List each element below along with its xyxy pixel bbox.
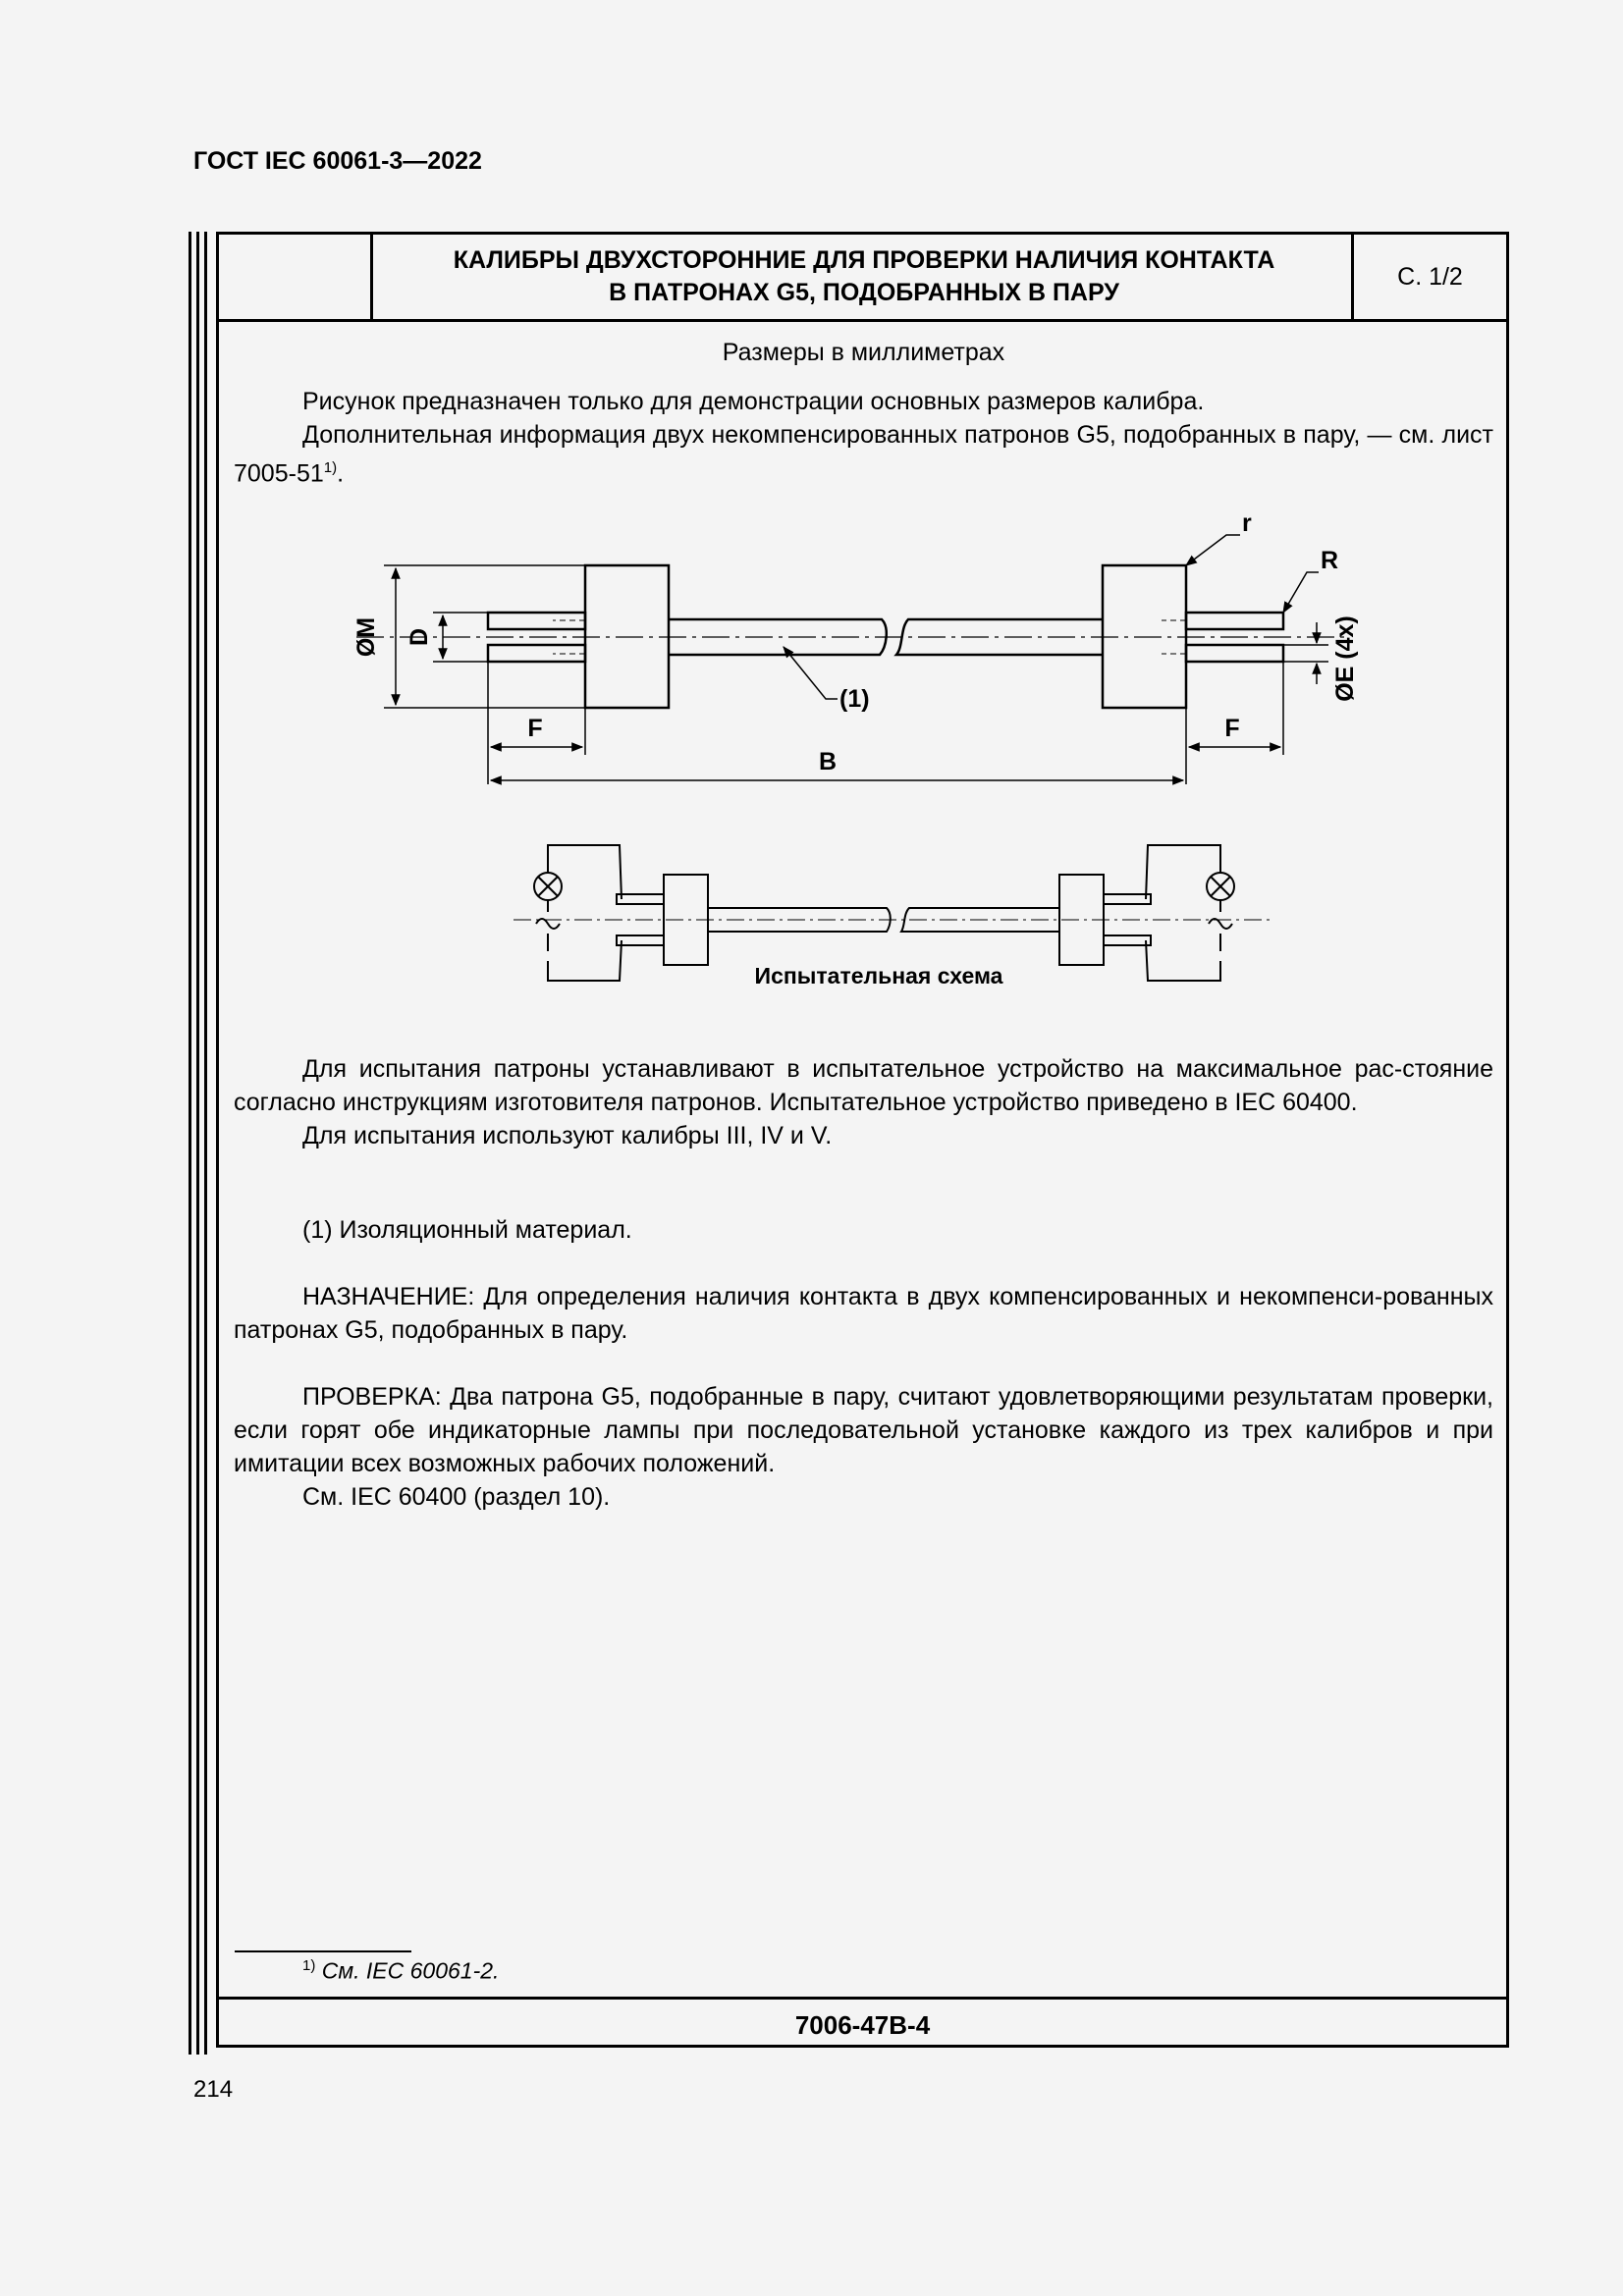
standard-sheet [216,232,1509,2048]
dim-F-right-label: F [1224,715,1240,742]
units-note: Размеры в миллиметрах [722,339,1005,366]
dim-D-label: D [406,627,433,647]
sheet-title-line2: В ПАТРОНАХ G5, ПОДОБРАННЫХ В ПАРУ [609,279,1119,306]
check-block [234,1380,1493,1514]
intro-paragraph-2-end: . [337,459,345,488]
radius-R-label: R [1321,547,1339,574]
sheet-page-label: С. 1/2 [1351,235,1506,319]
sheet-number: 7006-47B-4 [219,1997,1506,2051]
footnote [302,1957,499,1985]
footnote-mark: 1) [302,1957,316,1974]
margin-rule [189,232,212,2055]
intro-paragraph-2-text: Дополнительная информация двух некомпенсированных патронов G5, подобранных в пару, — см. лист 7005-51 [234,421,1493,488]
note-block [234,1213,1493,1247]
callout-1-label: (1) [839,685,870,713]
check-paragraph: ПРОВЕРКА: Два патрона G5, подобранные в пару, считают удовлетворяющими результатам проверки, если горят обе индикаторные лампы при последовательной установке каждого из трех калибров и при имитации всех возможных рабочих положений. [234,1383,1493,1477]
note-1: (1) Изоляционный материал. [302,1216,632,1244]
dim-E-label: ØE (4x) [1331,615,1359,702]
test-scheme-caption: Испытательная схема [754,963,1003,988]
dim-F-left-label: F [527,715,543,742]
intro-paragraph-1: Рисунок предназначен только для демонстрации основных размеров калибра. [302,388,1205,415]
dim-B-label: B [818,748,838,775]
test-paragraph-2: Для испытания используют калибры III, IV и V. [302,1122,833,1149]
footnote-divider [235,1950,411,1952]
page-number: 214 [193,2076,234,2103]
gauge-drawing [219,235,1506,1010]
test-scheme [514,845,1270,981]
footnote-ref: 1) [323,459,338,476]
purpose-block [234,1280,1493,1347]
sheet-title-line1: КАЛИБРЫ ДВУХСТОРОННИЕ ДЛЯ ПРОВЕРКИ НАЛИЧИЯ КОНТАКТА [453,246,1275,274]
test-paragraph-1: Для испытания патроны устанавливают в испытательное устройство на максимальное рас-стояние согласно инструкциям изготовителя патронов. Испытательное устройство приведено в IEC 60400. [234,1055,1493,1116]
radius-r-label: r [1242,509,1252,537]
right-pin-upper [1186,613,1283,629]
footnote-text: См. IEC 60061-2. [321,1957,500,1984]
check-reference: См. IEC 60400 (раздел 10). [302,1483,611,1511]
purpose-paragraph: НАЗНАЧЕНИЕ: Для определения наличия контакта в двух компенсированных и некомпенси-рованных патронах G5, подобранных в пару. [234,1283,1493,1344]
test-description [234,1052,1493,1152]
dim-M-label: ØM [352,616,380,658]
right-pin-lower [1186,645,1283,662]
standard-header: ГОСТ IEC 60061-3—2022 [193,147,482,175]
